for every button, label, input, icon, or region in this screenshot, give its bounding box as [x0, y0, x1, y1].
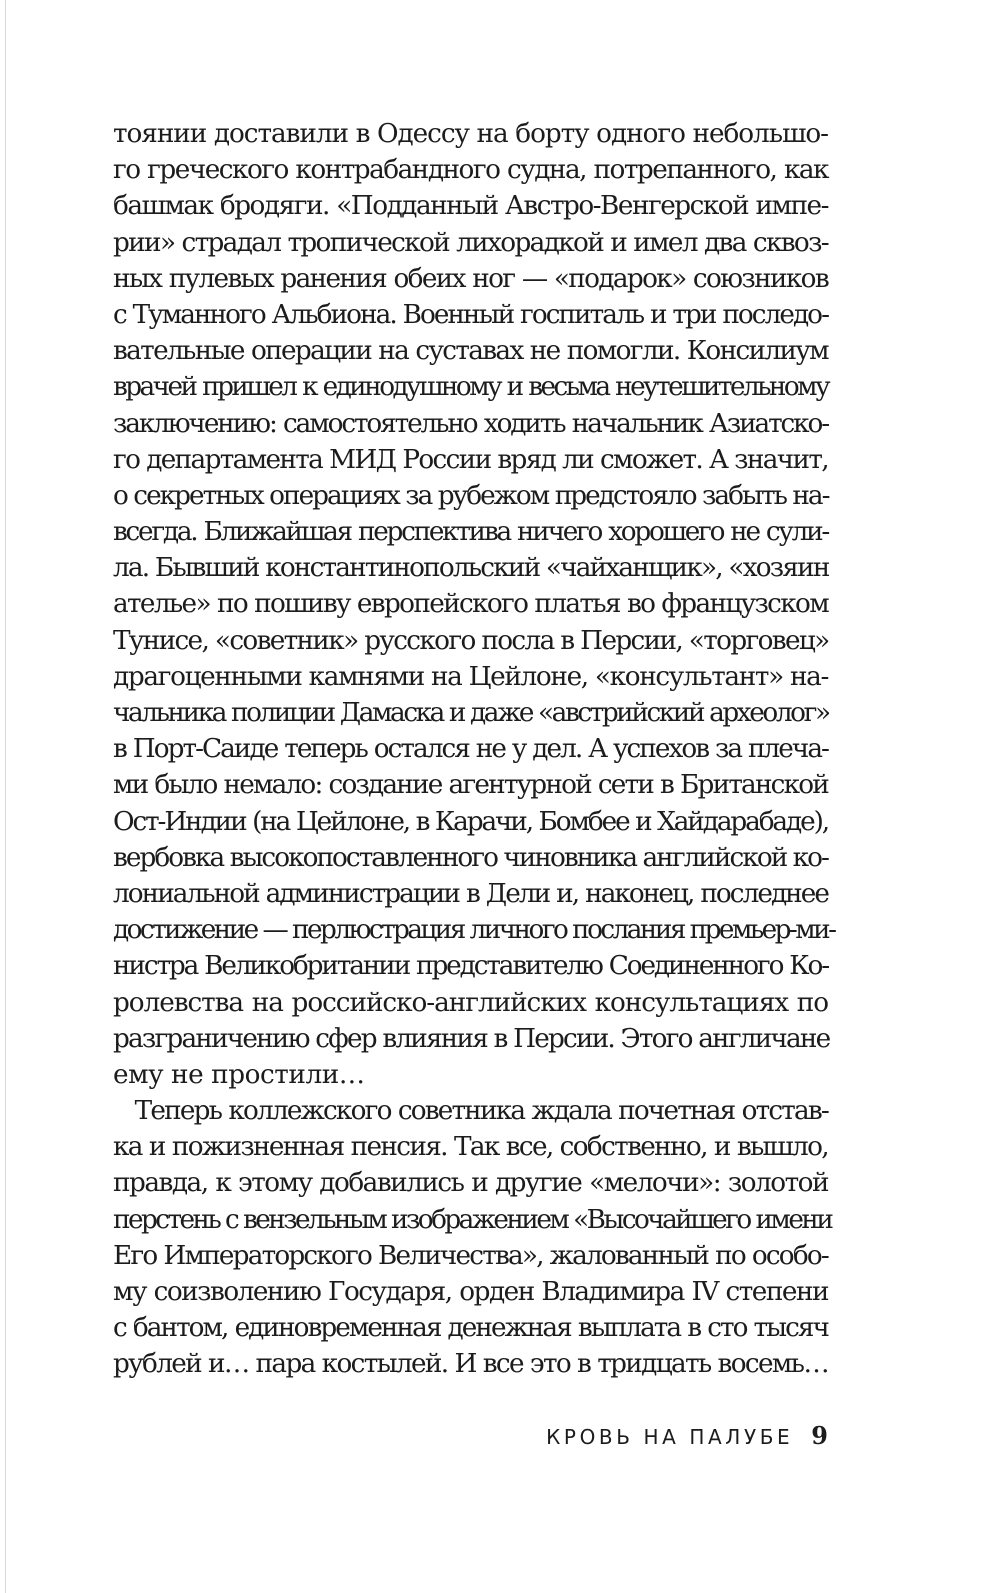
text-line: ателье» по пошиву европейского платья во французском — [113, 589, 828, 620]
text-line: вательные операции на суставах не помогли. Консилиум — [113, 336, 828, 367]
text-line: всегда. Ближайшая перспектива ничего хорошего не сули- — [113, 517, 828, 548]
text-line: с бантом, единовременная денежная выплата в сто тысяч — [113, 1313, 828, 1344]
text-line: ролевства на российско-английских консультациях по — [113, 987, 828, 1018]
text-line: нистра Великобритании представителю Соединенного Ко- — [113, 951, 828, 982]
text-line: башмак бродяги. «Подданный Австро-Венгерской импе- — [113, 191, 828, 222]
text-line: ка и пожизненная пенсия. Так все, собственно, и вышло, — [113, 1132, 828, 1163]
body-text — [113, 116, 835, 1383]
text-line: заключению: самостоятельно ходить начальник Азиатско- — [113, 408, 828, 439]
paragraph-2 — [113, 1093, 832, 1383]
text-line: достижение — перлюстрация личного послания премьер-ми- — [113, 915, 835, 946]
text-line: ми было немало: создание агентурной сети в Британской — [113, 770, 828, 801]
text-line: му соизволению Государя, орден Владимира IV степени — [113, 1277, 828, 1307]
text-line: вербовка высокопоставленного чиновника английской ко- — [113, 842, 828, 873]
text-line: ных пулевых ранения обеих ног — «подарок» союзников — [113, 263, 828, 294]
text-line: перстень с вензельным изображением «Высочайшего имени — [113, 1204, 832, 1235]
text-line: правда, к этому добавились и другие «мелочи»: золотой — [113, 1168, 828, 1199]
text-line: ла. Бывший константинопольский «чайханщик», «хозяин — [113, 553, 829, 584]
text-line: Ост-Индии (на Цейлоне, в Карачи, Бомбее и Хайдарабаде), — [113, 806, 828, 837]
text-line: Его Императорского Величества», жалованный по особо- — [113, 1240, 828, 1271]
text-line: драгоценными камнями на Цейлоне, «консультант» на- — [113, 661, 828, 692]
text-line: разграничению сфер влияния в Персии. Этого англичане — [113, 1023, 830, 1054]
text-line: с Туманного Альбиона. Военный госпиталь и три последо- — [113, 299, 828, 330]
text-line: в Порт-Саиде теперь остался не у дел. А успехов за плеча- — [113, 734, 828, 765]
page-edge-line — [5, 0, 6, 1593]
paragraph-1 — [113, 116, 835, 1093]
text-line: ему не простили… — [113, 1059, 365, 1090]
text-line: о секретных операциях за рубежом предстояло забыть на- — [113, 480, 829, 511]
text-line: чальника полиции Дамаска и даже «австрийский археолог» — [113, 698, 829, 728]
text-line: тоянии доставили в Одессу на борту одного небольшо- — [113, 119, 828, 149]
text-line: рублей и… пара костылей. И все это в тридцать восемь… — [113, 1349, 828, 1380]
text-line: лониальной администрации в Дели и, наконец, последнее — [113, 878, 828, 909]
page-footer — [546, 1421, 828, 1450]
text-line: го департамента МИД России вряд ли сможет. А значит, — [113, 444, 828, 475]
text-line: Теперь коллежского советника ждала почетная отстав- — [113, 1096, 828, 1127]
text-line: Тунисе, «советник» русского посла в Персии, «торговец» — [113, 625, 829, 656]
page-number: 9 — [811, 1421, 828, 1450]
text-line: рии» страдал тропической лихорадкой и имел два сквоз- — [113, 227, 828, 258]
running-title: КРОВЬ НА ПАЛУБЕ — [546, 1425, 794, 1449]
text-line: врачей пришел к единодушному и весьма неутешительному — [113, 372, 828, 403]
text-line: го греческого контрабандного судна, потрепанного, как — [113, 155, 828, 186]
